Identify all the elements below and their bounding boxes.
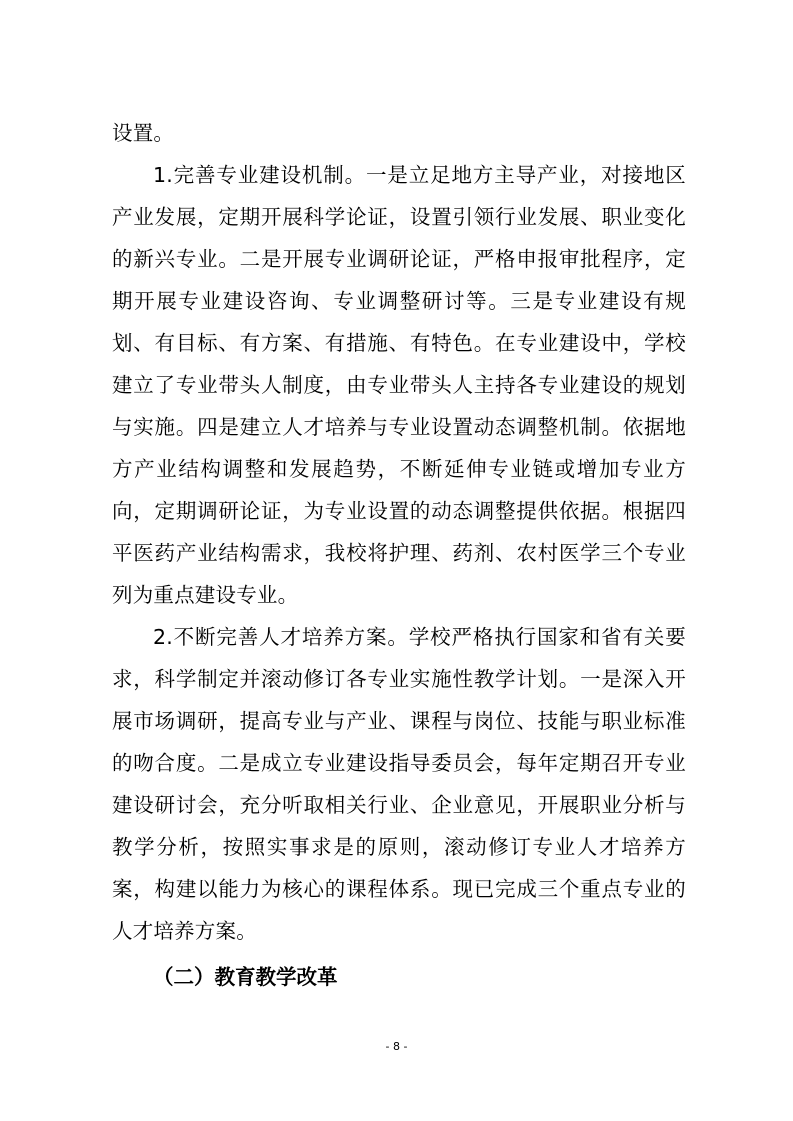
section-heading: （二）教育教学改革 — [153, 965, 338, 989]
paragraph-training-plan: 2.不断完善人才培养方案。学校严格执行国家和省有关要求，科学制定并滚动修订各专业实施性教学计划。一是深入开展市场调研，提高专业与产业、课程与岗位、技能与职业标准的吻合度。二是成立专业建设指导委员会，每年定期召开专业建设研讨会，充分听取相关行业、企业意见，开展职业分析与教学分析，按照实事求是的原则，滚动修订专业人才培养方案，构建以能力为核心的课程体系。现已完成三个重点专业的人才培养方案。 — [112, 625, 686, 943]
intro-fragment: 设置。 — [112, 121, 175, 145]
page-number: - 8 - — [385, 1040, 408, 1053]
paragraph-professional-construction: 1.完善专业建设机制。一是立足地方主导产业，对接地区产业发展，定期开展科学论证，设置引领行业发展、职业变化的新兴专业。二是开展专业调研论证，严格申报审批程序，定期开展专业建设咨询、专业调整研讨等。三是专业建设有规划、有目标、有方案、有措施、有特色。在专业建设中，学校建立了专业带头人制度，由专业带头人主持各专业建设的规划与实施。四是建立人才培养与专业设置动态调整机制。依据地方产业结构调整和发展趋势，不断延伸专业链或增加专业方向，定期调研论证，为专业设置的动态调整提供依据。根据四平医药产业结构需求，我校将护理、药剂、农村医学三个专业列为重点建设专业。 — [112, 163, 686, 607]
document-body — [112, 112, 686, 998]
